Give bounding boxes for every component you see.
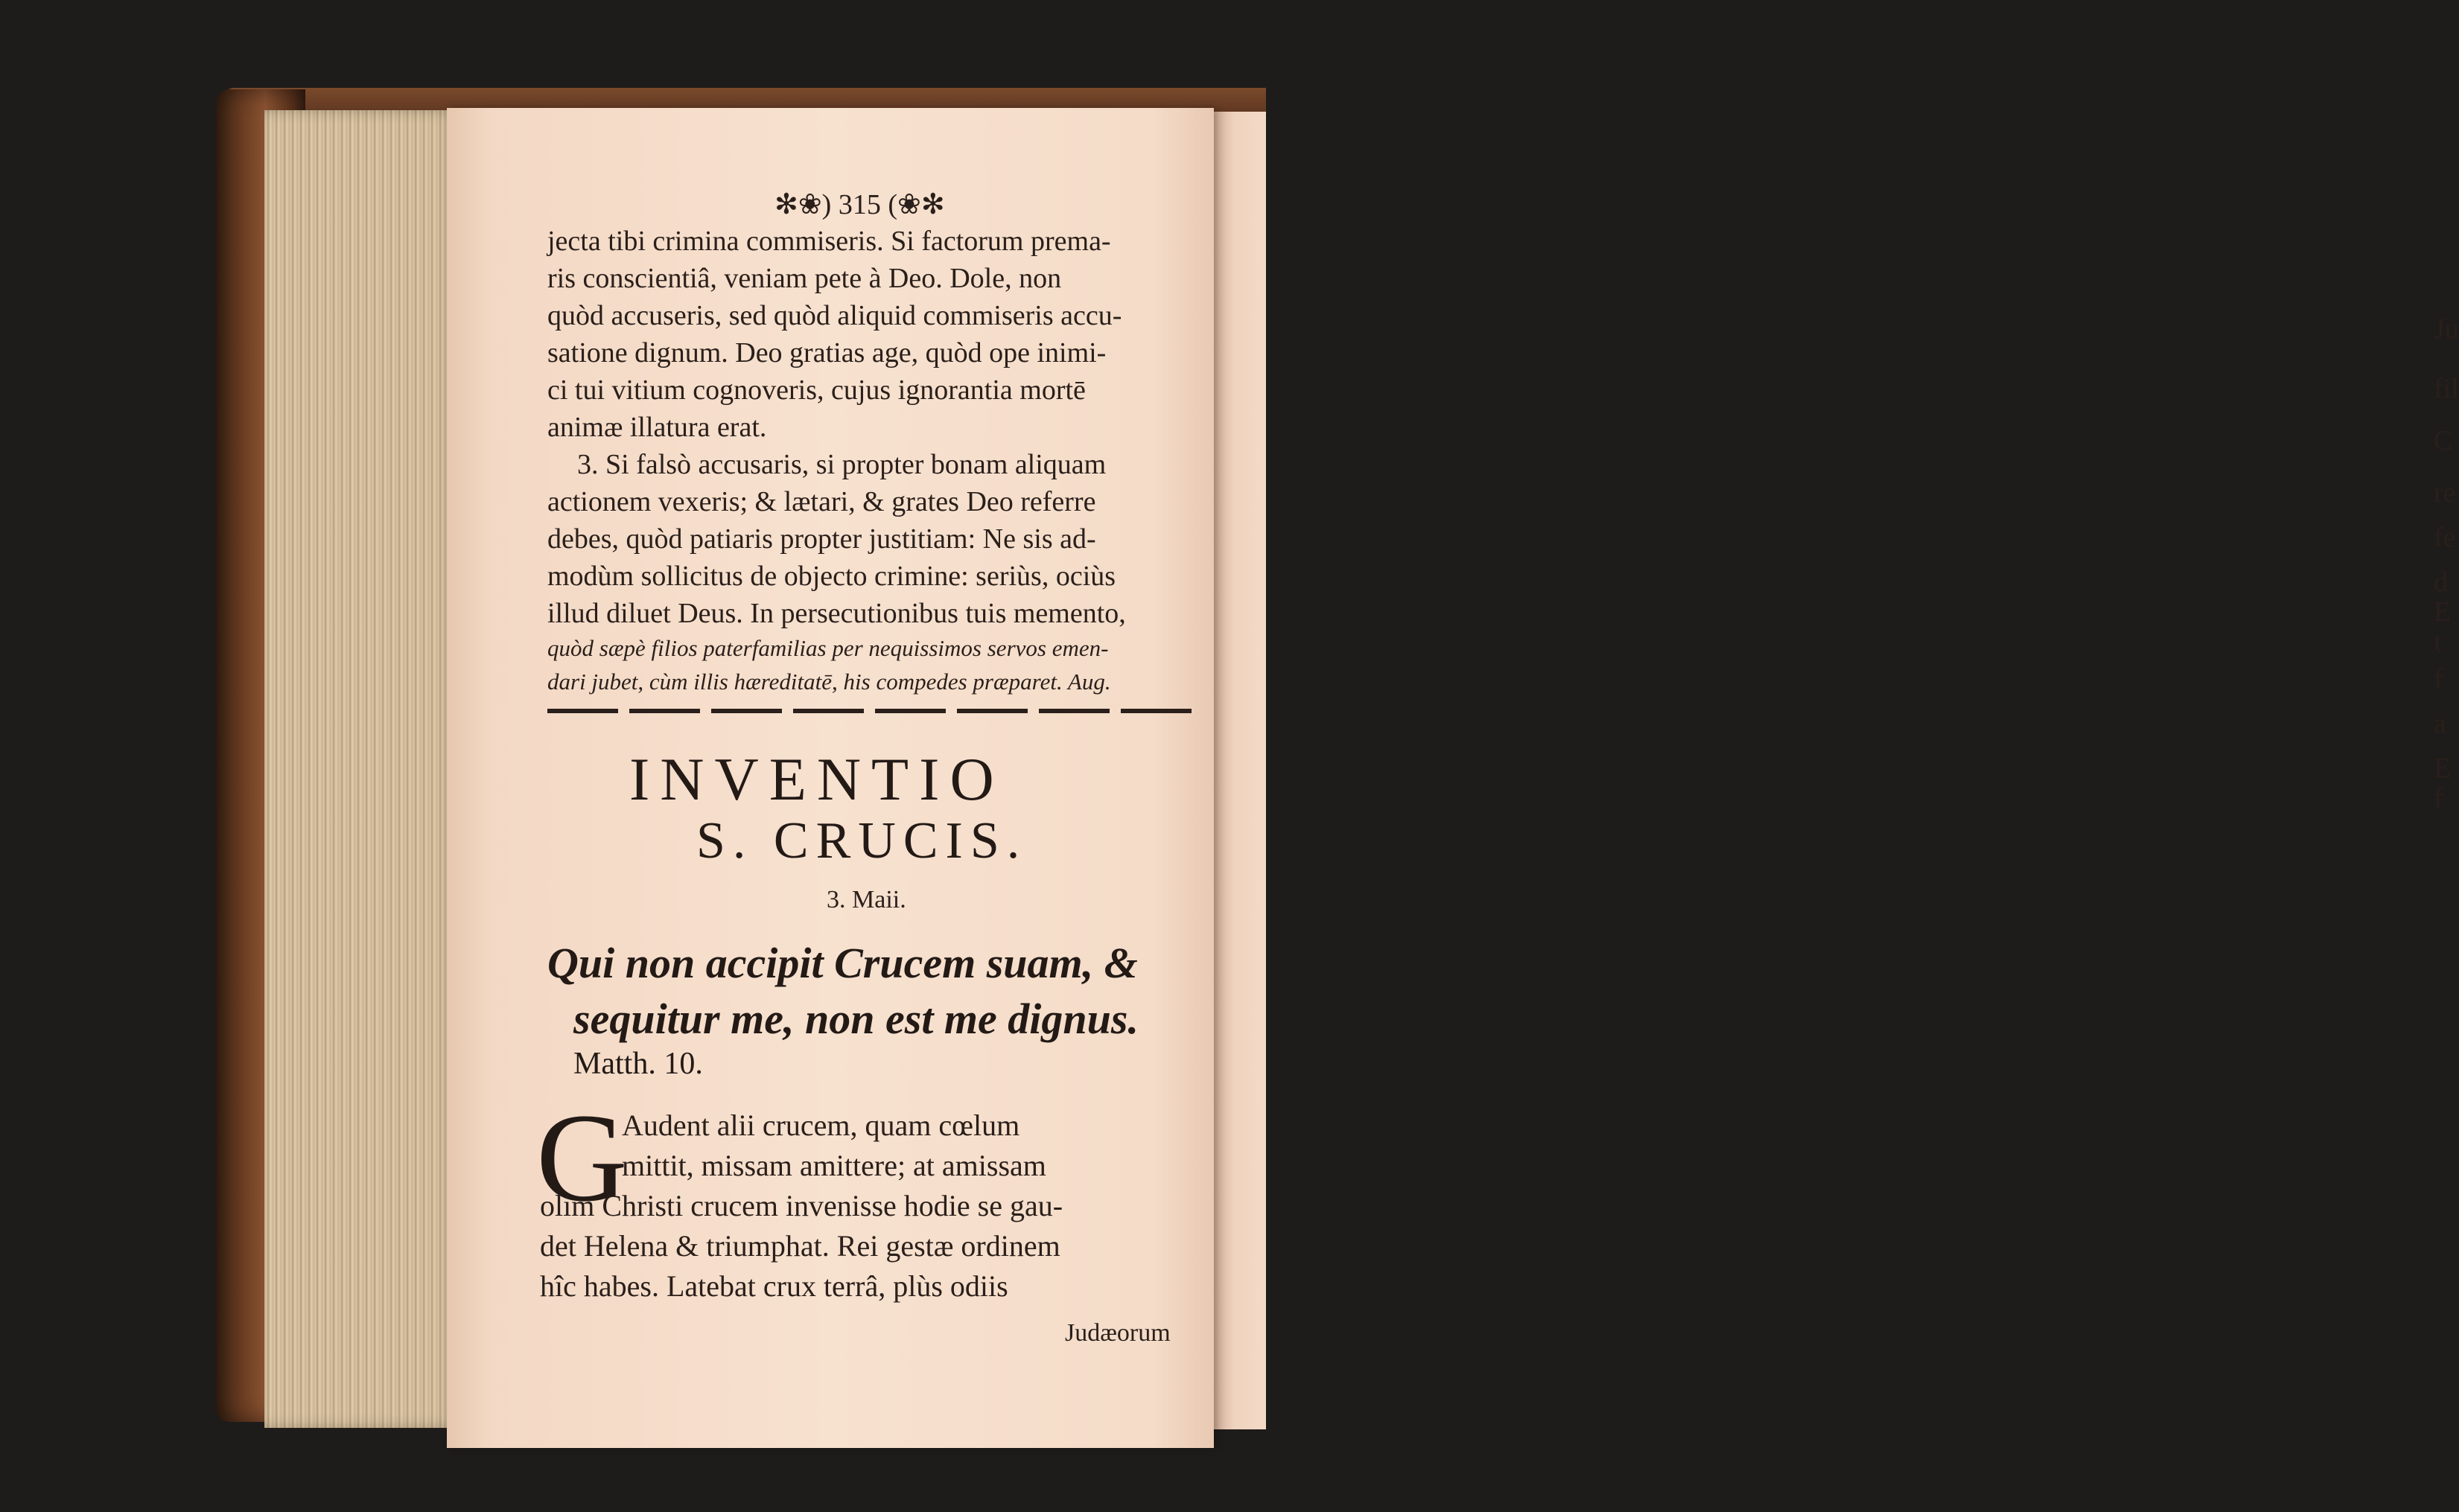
facing-text: f — [2434, 782, 2443, 814]
text-line: animæ illatura erat. — [547, 412, 767, 443]
divider-rule — [547, 709, 1195, 713]
text-line: actionem vexeris; & lætari, & grates Deo referre — [547, 486, 1096, 517]
text-line: 3. Si falsò accusaris, si propter bonam aliquam — [577, 449, 1107, 480]
text-line: debes, quòd patiaris propter justitiam: Ne sis ad- — [547, 523, 1096, 555]
text-line: olim Christi crucem invenisse hodie se gau- — [540, 1189, 1063, 1222]
facing-text: t — [2434, 626, 2442, 657]
text-line: satione dignum. Deo gratias age, quòd ope inimi- — [547, 337, 1107, 369]
text-line: illud diluet Deus. In persecutionibus tuis memento, — [547, 598, 1126, 629]
scripture-quote: sequitur me, non est me dignus. — [573, 995, 1139, 1043]
facing-text: d — [2434, 567, 2448, 598]
scripture-quote: Qui non accipit Crucem suam, & — [547, 939, 1138, 987]
text-line: det Helena & triumphat. Rei gestæ ordinem — [540, 1229, 1060, 1263]
text-line: quòd accuseris, sed quòd aliquid commiseris accu- — [547, 300, 1122, 331]
facing-text: E — [2434, 596, 2452, 628]
drop-cap: G — [536, 1088, 628, 1228]
text-line: modùm sollicitus de objecto crimine: seriùs, ociùs — [547, 561, 1116, 592]
text-line: ci tui vitium cognoveris, cujus ignorantia mortē — [547, 374, 1086, 406]
facing-text: f — [2434, 663, 2443, 695]
italic-line: dari jubet, cùm illis hæreditatē, his compedes præparet. Aug. — [547, 669, 1111, 695]
facing-text: fil — [2434, 373, 2459, 404]
chapter-title: INVENTIO — [629, 745, 1005, 813]
feast-date: 3. Maii. — [827, 886, 906, 913]
facing-text: E — [2434, 753, 2452, 784]
facing-text: re — [2434, 477, 2456, 508]
facing-text: a — [2434, 708, 2446, 739]
text-line: hîc habes. Latebat crux terrâ, plùs odiis — [540, 1269, 1008, 1303]
page-header: ✻❀) 315 (❀✻ — [774, 189, 945, 220]
text-line: jecta tibi crimina commiseris. Si factorum prema- — [547, 226, 1111, 257]
facing-text: Ju — [2434, 313, 2459, 345]
catchword: Judæorum — [1065, 1319, 1171, 1347]
text-line: Audent alii crucem, quam cœlum — [622, 1109, 1020, 1142]
scripture-reference: Matth. 10. — [573, 1047, 703, 1081]
text-line: ris conscientiâ, veniam pete à Deo. Dole, non — [547, 263, 1062, 294]
italic-line: quòd sæpè filios paterfamilias per nequissimos servos emen- — [547, 635, 1109, 661]
facing-page — [1212, 112, 2459, 1429]
facing-text: fe — [2434, 522, 2456, 553]
page-edges — [264, 110, 458, 1428]
text-line: mittit, missam amittere; at amissam — [622, 1149, 1046, 1182]
facing-text: C — [2434, 425, 2453, 456]
chapter-subtitle: S. CRUCIS. — [696, 812, 1028, 870]
